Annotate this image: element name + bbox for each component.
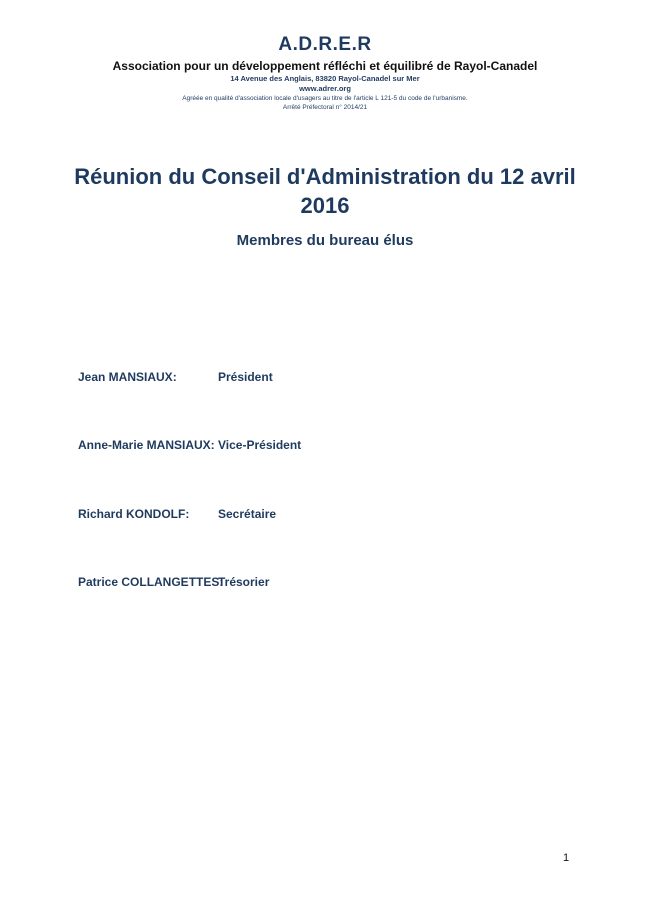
page-number: 1	[563, 852, 570, 864]
letterhead	[0, 33, 650, 112]
organization-website: www.adrer.org	[299, 84, 351, 93]
member-role: Trésorier	[218, 575, 270, 589]
member-role: Secrétaire	[218, 507, 277, 521]
organization-acronym: A.D.R.E.R	[278, 34, 372, 55]
member-row	[78, 436, 578, 454]
member-name: Jean MANSIAUX:	[78, 370, 177, 384]
member-row	[78, 505, 578, 523]
member-row	[78, 573, 578, 591]
organization-arrete: Arrêté Préfectoral n° 2014/21	[282, 104, 368, 111]
member-name: Anne-Marie MANSIAUX:	[78, 438, 215, 452]
organization-full-name: Association pour un développement réfléchi et équilibré de Rayol-Canadel	[112, 59, 538, 73]
member-role: Président	[218, 370, 273, 384]
member-name: Richard KONDOLF:	[78, 507, 190, 521]
member-name: Patrice COLLANGETTES:	[78, 575, 224, 589]
member-row	[78, 368, 578, 386]
member-role: Vice-Président	[218, 438, 302, 452]
organization-agreement: Agréée en qualité d'association locale d'usagers au titre de l'article L 121-5 du code de l'urbanisme.	[182, 95, 468, 102]
meeting-title: Réunion du Conseil d'Administration du 12 avril 2016	[74, 164, 576, 218]
meeting-subtitle: Membres du bureau élus	[236, 232, 414, 249]
organization-address: 14 Avenue des Anglais, 83820 Rayol-Canadel sur Mer	[230, 74, 420, 83]
